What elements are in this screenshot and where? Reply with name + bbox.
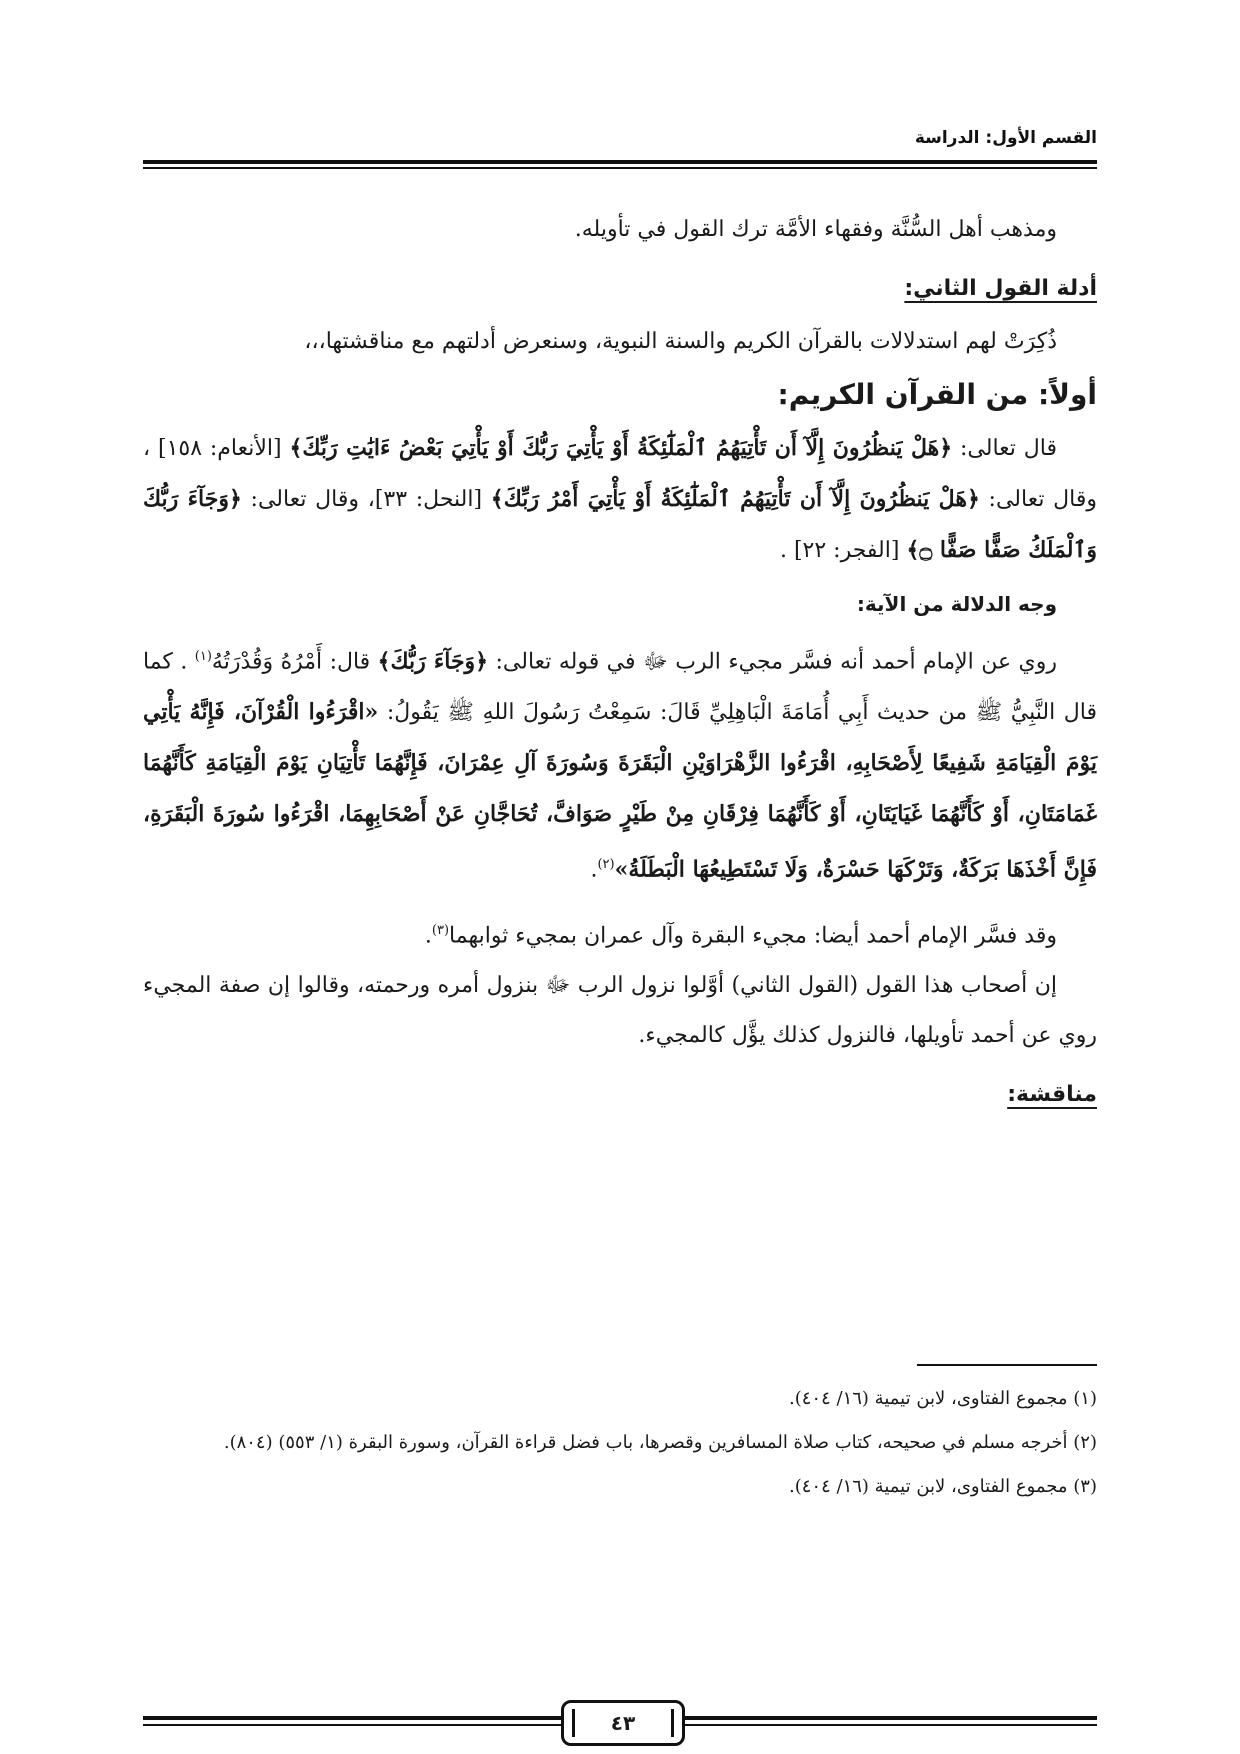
footnotes — [143, 1382, 1097, 1514]
footnote-3: (٣) مجموع الفتاوى، لابن تيمية (١٦/ ٤٠٤). — [789, 1476, 1097, 1497]
heading-evidence-aspect: وجه الدلالة من الآية: — [856, 592, 1057, 616]
header-rule — [143, 160, 1097, 169]
paragraph-4-hadith — [143, 632, 1097, 896]
paragraph-2: ذُكِرَتْ لهم استدلالات بالقرآن الكريم والسنة النبوية، وسنعرض أدلتهم مع مناقشتها،،، — [304, 329, 1057, 354]
footnote-separator — [917, 1364, 1097, 1366]
footer-rule-right-thick — [679, 1716, 1097, 1720]
heading-from-quran: أولاً: من القرآن الكريم: — [777, 378, 1097, 411]
footnote-2: (٢) أخرجه مسلم في صحيحه، كتاب صلاة المسافرين وقصرها، باب فضل قراءة القرآن، وسورة البقرة (١/ ٥٥٣) (٨٠٤). — [223, 1432, 1097, 1453]
paragraph-6: إن أصحاب هذا القول (القول الثاني) أوَّلوا نزول الرب ﷻ بنزول أمره ورحمته، وقالوا إن صفة المجيء روي عن أحمد تأويلها، فالنزول كذلك يؤَّل كالمجيء. — [143, 972, 1097, 1048]
paragraph-5-end: . — [424, 922, 432, 948]
quran-snippet: ﴿وَجَآءَ رَبُّكَ﴾ — [377, 648, 489, 675]
quran-verse-anam: ﴿هَلْ يَنظُرُونَ إِلَّآ أَن تَأْتِيَهُمُ ٱلْمَلَٰٓئِكَةُ أَوْ يَأْتِيَ رَبُّكَ أَوْ يَأْتِيَ بَعْضُ ءَايَٰتِ رَبِّكَ﴾ — [289, 435, 953, 461]
footnote-ref-1[interactable]: (١) — [194, 649, 212, 664]
footer-rule-left-thin — [143, 1724, 561, 1726]
interpretation-text: روي عن الإمام أحمد أنه فسَّر مجيء الرب ﷻ في قوله تعالى: — [488, 649, 1058, 675]
verse-ref-nahl: [النحل: ٣٣]، وقال تعالى: — [241, 487, 491, 512]
footnote-ref-2[interactable]: (٢) — [597, 857, 615, 873]
verse-ref-fajr: [الفجر: ٢٢] . — [779, 538, 907, 563]
heading-discussion: مناقشة: — [1007, 1081, 1097, 1107]
hadith-text: «اقْرَءُوا الْقُرْآنَ، فَإِنَّهُ يَأْتِي يَوْمَ الْقِيَامَةِ شَفِيعًا لِأَصْحَابِهِ، اقْرَءُوا الزَّهْرَاوَيْنِ الْبَقَرَةَ وَسُورَةَ آلِ عِمْرَانَ، فَإِنَّهُمَا تَأْتِيَانِ يَوْمَ الْقِيَامَةِ كَأَنَّهُمَا غَمَامَتَانِ، أَوْ كَأَنَّهُمَا غَيَايَتَانِ، أَوْ كَأَنَّهُمَا فِرْقَانِ مِنْ طَيْرٍ صَوَافَّ، تُحَاجَّانِ عَنْ أَصْحَابِهِمَا، اقْرَءُوا سُورَةَ الْبَقَرَةِ، فَإِنَّ أَخْذَهَا بَرَكَةٌ، وَتَرْكَهَا حَسْرَةٌ، وَلَا تَسْتَطِيعُهَا الْبَطَلَةُ» — [143, 699, 1097, 883]
footnote-1: (١) مجموع الفتاوى، لابن تيمية (١٦/ ٤٠٤). — [789, 1388, 1097, 1409]
footer-rule-left-thick — [143, 1716, 561, 1720]
paragraph-5-text: وقد فسَّر الإمام أحمد أيضا: مجيء البقرة وآل عمران بمجيء ثوابهما — [449, 922, 1057, 948]
verse-intro-1: قال تعالى: — [952, 436, 1057, 461]
header-rule-thick — [143, 160, 1097, 164]
heading-second-view-evidence: أدلة القول الثاني: — [904, 276, 1097, 301]
paragraph-3-verses — [143, 423, 1097, 576]
hadith-end: . — [590, 857, 598, 883]
main-text — [143, 205, 1097, 1123]
paragraph-1: ومذهب أهل السُّنَّة وفقهاء الأمَّة ترك القول في تأويله. — [574, 217, 1057, 242]
page-number: ٤٣ — [561, 1700, 685, 1746]
hadith-intro: . كما قال النَّبِيُّ ﷺ من حديث أَبِي أُمَامَةَ الْبَاهِلِيِّ قَالَ: سَمِعْتُ رَسُولَ اللهِ ﷺ يَقُولُ: — [143, 649, 1098, 726]
spacer — [143, 896, 1097, 906]
footnote-ref-3[interactable]: (٣) — [431, 922, 450, 938]
footer-rule-right-thin — [679, 1724, 1097, 1726]
running-header: القسم الأول: الدراسة — [914, 128, 1097, 148]
paragraph-5 — [143, 906, 1097, 961]
interpretation-text-2: قال: أَمْرُهُ وَقُدْرَتُهُ — [211, 649, 378, 675]
verse-ref-anam: [الأنعام: ١٥٨] ، وقال تعالى: — [143, 436, 1097, 512]
page-footer — [143, 1708, 1097, 1748]
quran-verse-fajr: ﴿وَجَآءَ رَبُّكَ وَٱلْمَلَكُ صَفًّا صَفًّا ۝﴾ — [143, 486, 1097, 563]
quran-verse-nahl: ﴿هَلْ يَنظُرُونَ إِلَّآ أَن تَأْتِيَهُمُ ٱلْمَلَٰٓئِكَةُ أَوْ يَأْتِيَ أَمْرُ رَبِّكَ﴾ — [490, 486, 980, 512]
header-rule-thin — [143, 167, 1097, 169]
